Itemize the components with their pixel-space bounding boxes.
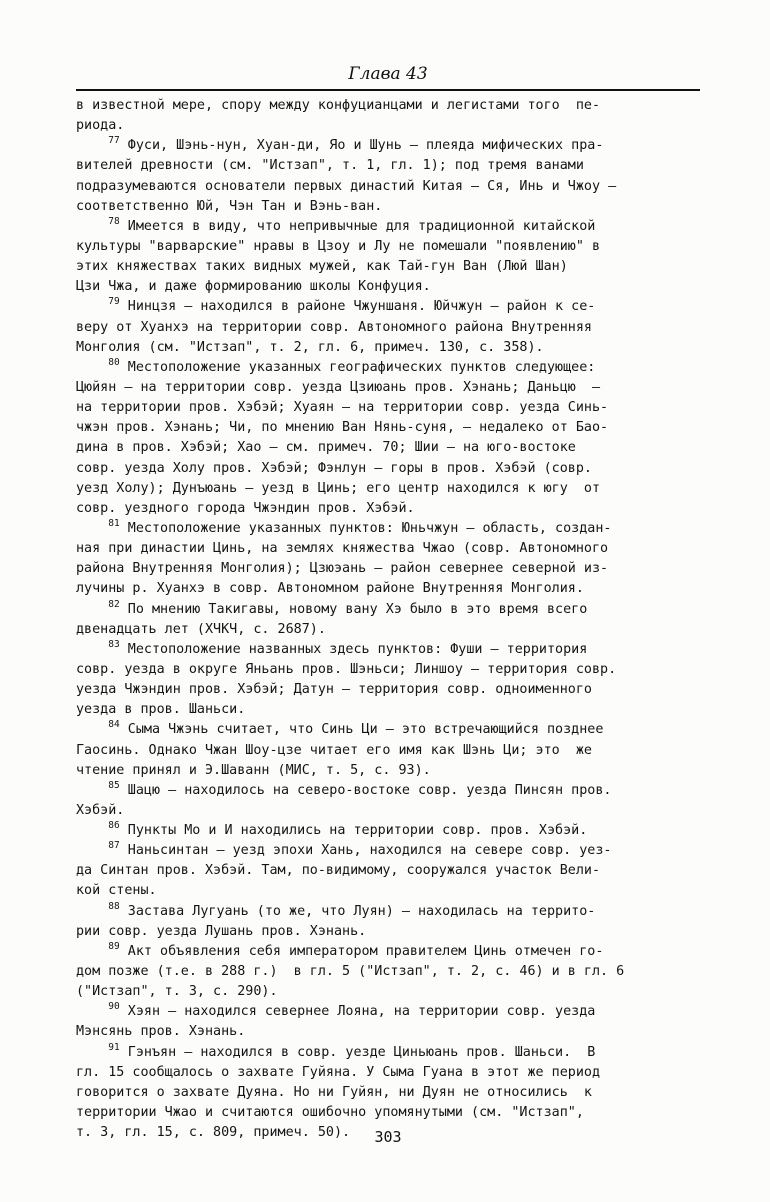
line-text: веру от Хуанхэ на территории совр. Автономного района Внутренняя xyxy=(76,319,592,335)
line-text: подразумеваются основатели первых династий Китая — Ся, Инь и Чжоу — xyxy=(76,178,617,194)
text-line xyxy=(76,177,700,197)
line-text: района Внутренняя Монголия); Цзюэань — район севернее северной из- xyxy=(76,561,609,577)
line-text: уезда в пров. Шаньси. xyxy=(76,702,246,718)
footnote-number: 80 xyxy=(108,356,120,368)
text-line xyxy=(76,1103,700,1123)
line-text: чтение принял и Э.Шаванн (МИС, т. 5, с. 93). xyxy=(76,762,431,778)
text-line xyxy=(76,700,700,720)
line-text: совр. уезда в округе Яньань пров. Шэньси; Линшоу — территория совр. xyxy=(76,661,617,677)
line-text: Фуси, Шэнь-нун, Хуан-ди, Яо и Шунь — плеяда мифических пра- xyxy=(127,138,604,154)
text-line xyxy=(76,197,700,217)
text-line xyxy=(76,479,700,499)
text-line xyxy=(76,680,700,700)
line-text: лучины р. Хуанхэ в совр. Автономном районе Внутренняя Монголия. xyxy=(76,581,584,597)
line-text: уезд Холу); Дунъюань — уезд в Цинь; его центр находился к югу от xyxy=(76,480,601,496)
text-line xyxy=(76,962,700,982)
line-text: да Синтан пров. Хэбэй. Там, по-видимому, сооружался участок Вели- xyxy=(76,863,601,879)
text-line xyxy=(76,801,700,821)
line-text: вителей древности (см. "Истзап", т. 1, гл. 1); под тремя ванами xyxy=(76,158,584,174)
footnote-start-line xyxy=(76,136,700,156)
text-line xyxy=(76,237,700,257)
line-text: Акт объявления себя императором правителем Цинь отмечен го- xyxy=(127,943,604,959)
footnote-number: 87 xyxy=(108,840,120,852)
text-line xyxy=(76,761,700,781)
line-text: По мнению Такигавы, новому вану Хэ было в это время всего xyxy=(127,601,588,617)
text-line xyxy=(76,338,700,358)
text-line xyxy=(76,156,700,176)
page-number: 303 xyxy=(374,1128,402,1146)
line-text: чжэн пров. Хэнань; Чи, по мнению Ван Нянь-суня, — недалеко от Бао- xyxy=(76,420,609,436)
footnote-start-line xyxy=(76,519,700,539)
line-text: Наньсинтан — уезд эпохи Хань, находился на севере совр. уез- xyxy=(127,843,612,859)
line-text: дом позже (т.е. в 288 г.) в гл. 5 ("Истзап", т. 2, с. 46) и в гл. 6 xyxy=(76,964,625,980)
line-text: территории Чжао и считаются ошибочно упомянутыми (см. "Истзап", xyxy=(76,1105,584,1121)
footnote-number: 91 xyxy=(108,1041,120,1053)
footnote-number: 83 xyxy=(108,638,120,650)
text-line xyxy=(76,1083,700,1103)
footnote-number: 77 xyxy=(108,135,120,147)
line-text: уезда Чжэндин пров. Хэбэй; Датун — территория совр. одноименного xyxy=(76,682,592,698)
line-text: кой стены. xyxy=(76,883,157,899)
footnote-number: 86 xyxy=(108,820,120,832)
line-text: Цзи Чжа, и даже формированию школы Конфуция. xyxy=(76,279,431,295)
line-text: Местоположение указанных пунктов: Юньчжун — область, создан- xyxy=(127,520,612,536)
footnote-start-line xyxy=(76,841,700,861)
line-text: совр. уездного города Чжэндин пров. Хэбэй. xyxy=(76,500,415,516)
footnote-number: 88 xyxy=(108,900,120,912)
line-text: Застава Лугуань (то же, что Луян) — находилась на террито- xyxy=(127,903,596,919)
line-text: Монголия (см. "Истзап", т. 2, гл. 6, примеч. 130, с. 358). xyxy=(76,339,544,355)
line-text: Гэнъян — находился в совр. уезде Циньюань пров. Шаньси. В xyxy=(127,1044,596,1060)
text-line xyxy=(76,922,700,942)
text-line xyxy=(76,881,700,901)
footnote-number: 78 xyxy=(108,215,120,227)
line-text: Нинцзя — находился в районе Чжуншаня. Юйчжун — район к се- xyxy=(127,299,596,315)
line-text: Имеется в виду, что непривычные для традиционной китайской xyxy=(127,218,596,234)
footnote-start-line xyxy=(76,217,700,237)
line-text: ("Истзап", т. 3, с. 290). xyxy=(76,984,278,1000)
line-text: гл. 15 сообщалось о захвате Гуйяна. У Сыма Гуана в этот же период xyxy=(76,1064,601,1080)
line-text: Пункты Мо и И находились на территории совр. пров. Хэбэй. xyxy=(127,823,588,839)
line-text: двенадцать лет (ХЧКЧ, с. 2687). xyxy=(76,621,326,637)
line-text: Гаосинь. Однако Чжан Шоу-цзе читает его имя как Шэнь Ци; это же xyxy=(76,742,592,758)
line-text: на территории пров. Хэбэй; Хуаян — на территории совр. уезда Синь- xyxy=(76,400,609,416)
text-line xyxy=(76,741,700,761)
line-text: культуры "варварские" нравы в Цзоу и Лу не помешали "появлению" в xyxy=(76,238,601,254)
line-text: ная при династии Цинь, на землях княжества Чжао (совр. Автономного xyxy=(76,541,609,557)
footnote-start-line xyxy=(76,720,700,740)
footnote-start-line xyxy=(76,942,700,962)
line-text: Хэбэй. xyxy=(76,802,125,818)
text-line xyxy=(76,539,700,559)
text-line xyxy=(76,418,700,438)
text-line xyxy=(76,620,700,640)
footnote-start-line xyxy=(76,821,700,841)
line-text: Мэнсянь пров. Хэнань. xyxy=(76,1024,246,1040)
chapter-header: Глава 43 xyxy=(348,64,428,84)
line-text: этих княжествах таких видных мужей, как Тай-гун Ван (Люй Шан) xyxy=(76,259,568,275)
line-text: Шацю — находилось на северо-востоке совр. уезда Пинсян пров. xyxy=(127,782,612,798)
line-text: риода. xyxy=(76,118,125,134)
footnote-start-line xyxy=(76,1002,700,1022)
line-text: говорится о захвате Дуяна. Но ни Гуйян, ни Дуян не относились к xyxy=(76,1084,592,1100)
footnote-number: 85 xyxy=(108,779,120,791)
line-text: Сыма Чжэнь считает, что Синь Ци — это встречающийся позднее xyxy=(127,722,604,738)
notes-body xyxy=(76,96,700,1143)
line-text: Хэян — находился севернее Лояна, на территории совр. уезда xyxy=(127,1004,596,1020)
footnote-number: 90 xyxy=(108,1001,120,1013)
text-line xyxy=(76,438,700,458)
footnote-start-line xyxy=(76,600,700,620)
text-line xyxy=(76,318,700,338)
footnote-number: 81 xyxy=(108,517,120,529)
text-line xyxy=(76,579,700,599)
text-line xyxy=(76,1022,700,1042)
line-text: совр. уезда Холу пров. Хэбэй; Фэнлун — горы в пров. Хэбэй (совр. xyxy=(76,460,592,476)
line-text: т. 3, гл. 15, с. 809, примеч. 50). xyxy=(76,1125,351,1141)
footnote-number: 82 xyxy=(108,598,120,610)
footnote-number: 79 xyxy=(108,296,120,308)
text-line xyxy=(76,861,700,881)
text-line xyxy=(76,1063,700,1083)
footnote-start-line xyxy=(76,640,700,660)
line-text: Местоположение указанных географических пунктов следующее: xyxy=(127,359,596,375)
header-rule xyxy=(76,89,700,91)
footnote-start-line xyxy=(76,358,700,378)
line-text: рии совр. уезда Лушань пров. Хэнань. xyxy=(76,923,367,939)
text-line xyxy=(76,257,700,277)
footnote-number: 89 xyxy=(108,940,120,952)
text-line xyxy=(76,378,700,398)
text-line xyxy=(76,277,700,297)
line-text: Цюйян — на территории совр. уезда Цзиюань пров. Хэнань; Даньцю — xyxy=(76,379,601,395)
footnote-number: 84 xyxy=(108,719,120,731)
line-text: соответственно Юй, Чэн Тан и Вэнь-ван. xyxy=(76,198,383,214)
text-line xyxy=(76,459,700,479)
footnote-start-line xyxy=(76,781,700,801)
text-line xyxy=(76,116,700,136)
text-line xyxy=(76,499,700,519)
line-text: Местоположение названных здесь пунктов: Фуши — территория xyxy=(127,641,588,657)
text-line xyxy=(76,96,700,116)
text-line xyxy=(76,559,700,579)
line-text: в известной мере, спору между конфуцианцами и легистами того пе- xyxy=(76,98,601,113)
footnote-start-line xyxy=(76,1043,700,1063)
footnote-start-line xyxy=(76,902,700,922)
line-text: дина в пров. Хэбэй; Хао — см. примеч. 70; Шии — на юго-востоке xyxy=(76,440,576,456)
text-line xyxy=(76,982,700,1002)
footnote-start-line xyxy=(76,297,700,317)
text-line xyxy=(76,398,700,418)
text-line xyxy=(76,660,700,680)
